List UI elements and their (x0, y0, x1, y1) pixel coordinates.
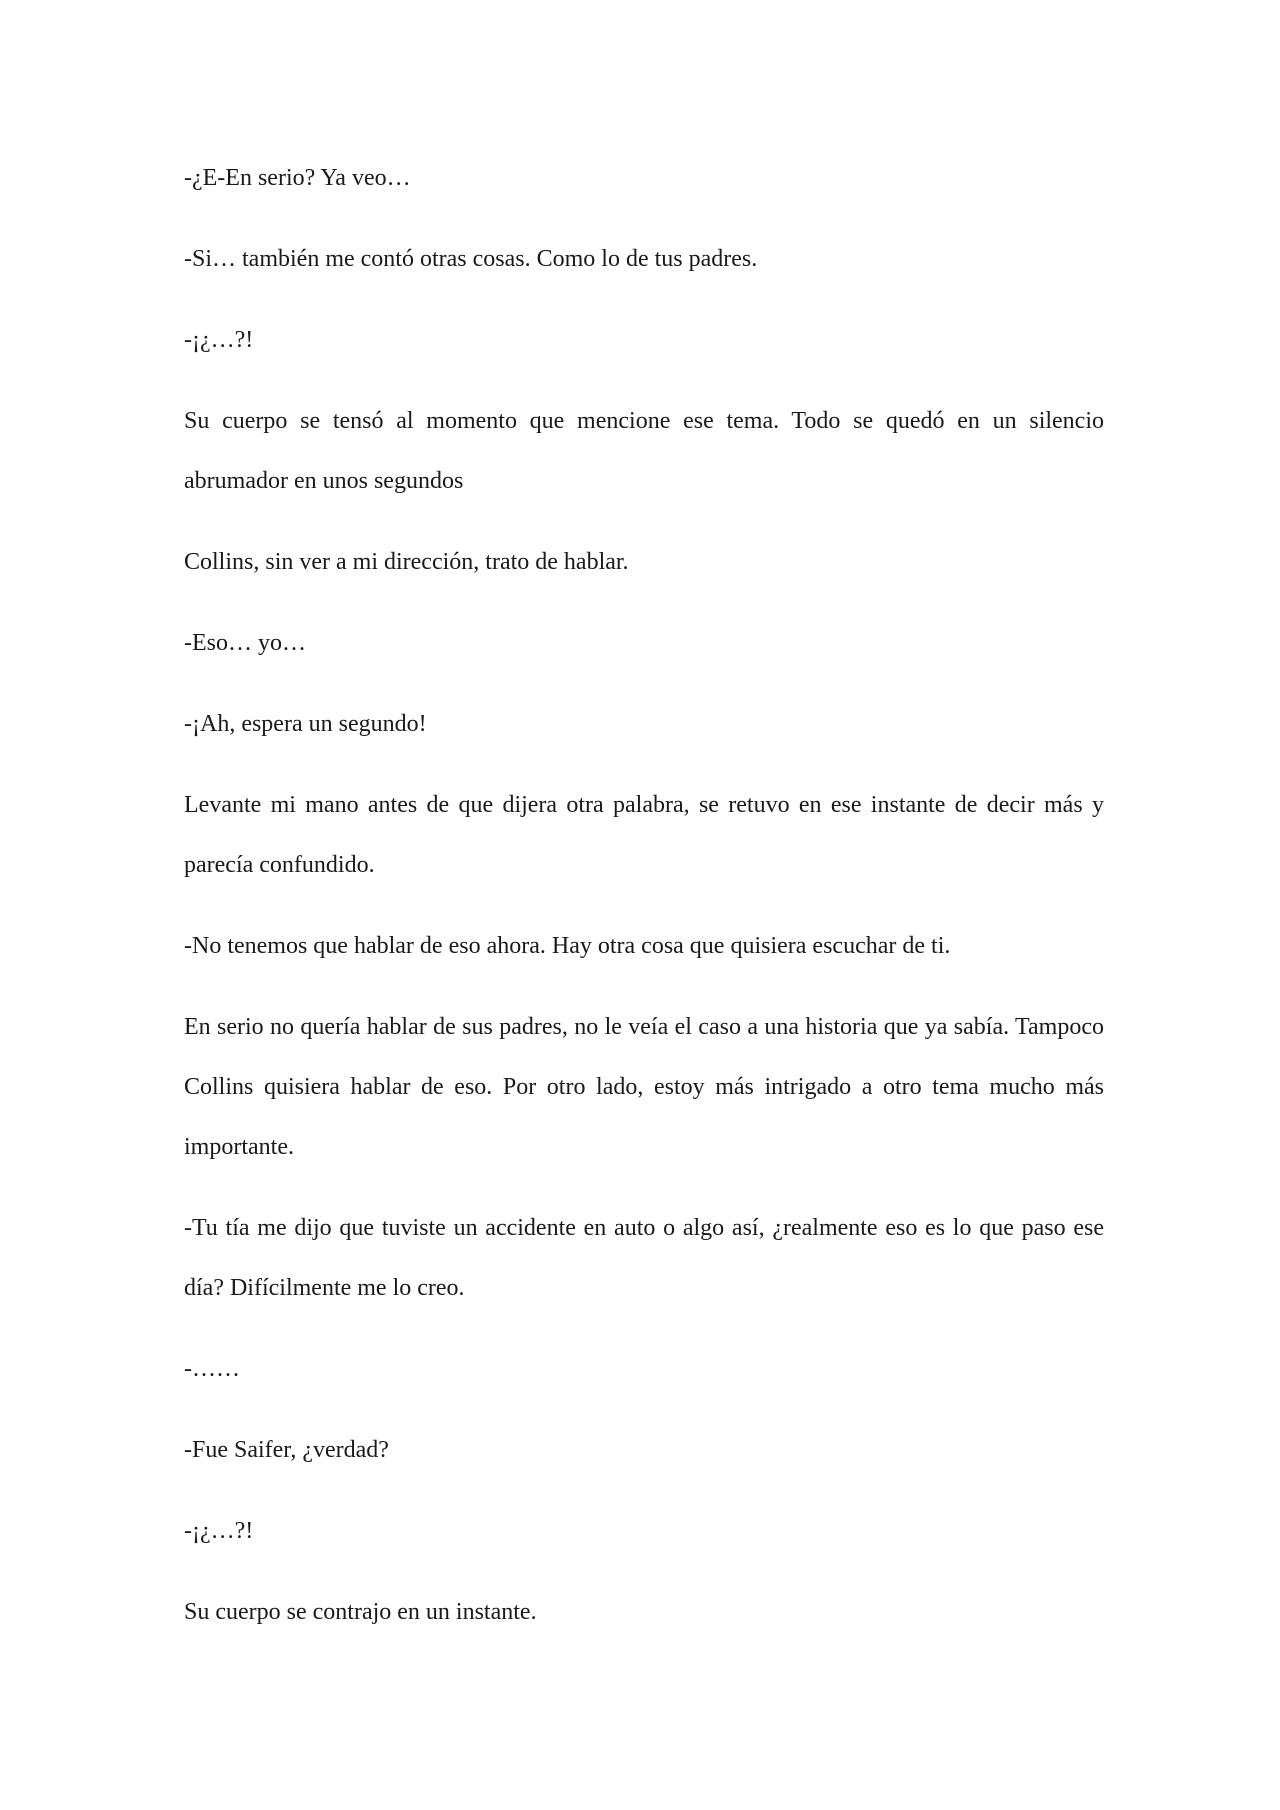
paragraph: Levante mi mano antes de que dijera otra palabra, se retuvo en ese instante de decir más y parecía confundido. (184, 792, 1104, 878)
paragraph: -…… (184, 1356, 240, 1382)
paragraph: En serio no quería hablar de sus padres, no le veía el caso a una historia que ya sabía. Tampoco Collins quisiera hablar de eso. Por otro lado, estoy más intrigado a otro tema mucho más importante. (184, 1014, 1104, 1160)
paragraph: -¡Ah, espera un segundo! (184, 711, 427, 737)
paragraph: -¡¿…?! (184, 1518, 254, 1544)
paragraph: Collins, sin ver a mi dirección, trato de hablar. (184, 549, 629, 575)
paragraph: -Si… también me contó otras cosas. Como lo de tus padres. (184, 246, 758, 272)
paragraph: Su cuerpo se tensó al momento que mencione ese tema. Todo se quedó en un silencio abrumador en unos segundos (184, 408, 1104, 494)
paragraph: -Eso… yo… (184, 630, 306, 656)
paragraph: -¡¿…?! (184, 327, 254, 353)
paragraph: Su cuerpo se contrajo en un instante. (184, 1599, 537, 1625)
paragraph: -Tu tía me dijo que tuviste un accidente en auto o algo así, ¿realmente eso es lo que paso ese día? Difícilmente me lo creo. (184, 1215, 1104, 1301)
paragraph: -Fue Saifer, ¿verdad? (184, 1437, 389, 1463)
document-body (184, 148, 1104, 1663)
paragraph: -No tenemos que hablar de eso ahora. Hay otra cosa que quisiera escuchar de ti. (184, 933, 951, 959)
paragraph: -¿E-En serio? Ya veo… (184, 165, 411, 191)
